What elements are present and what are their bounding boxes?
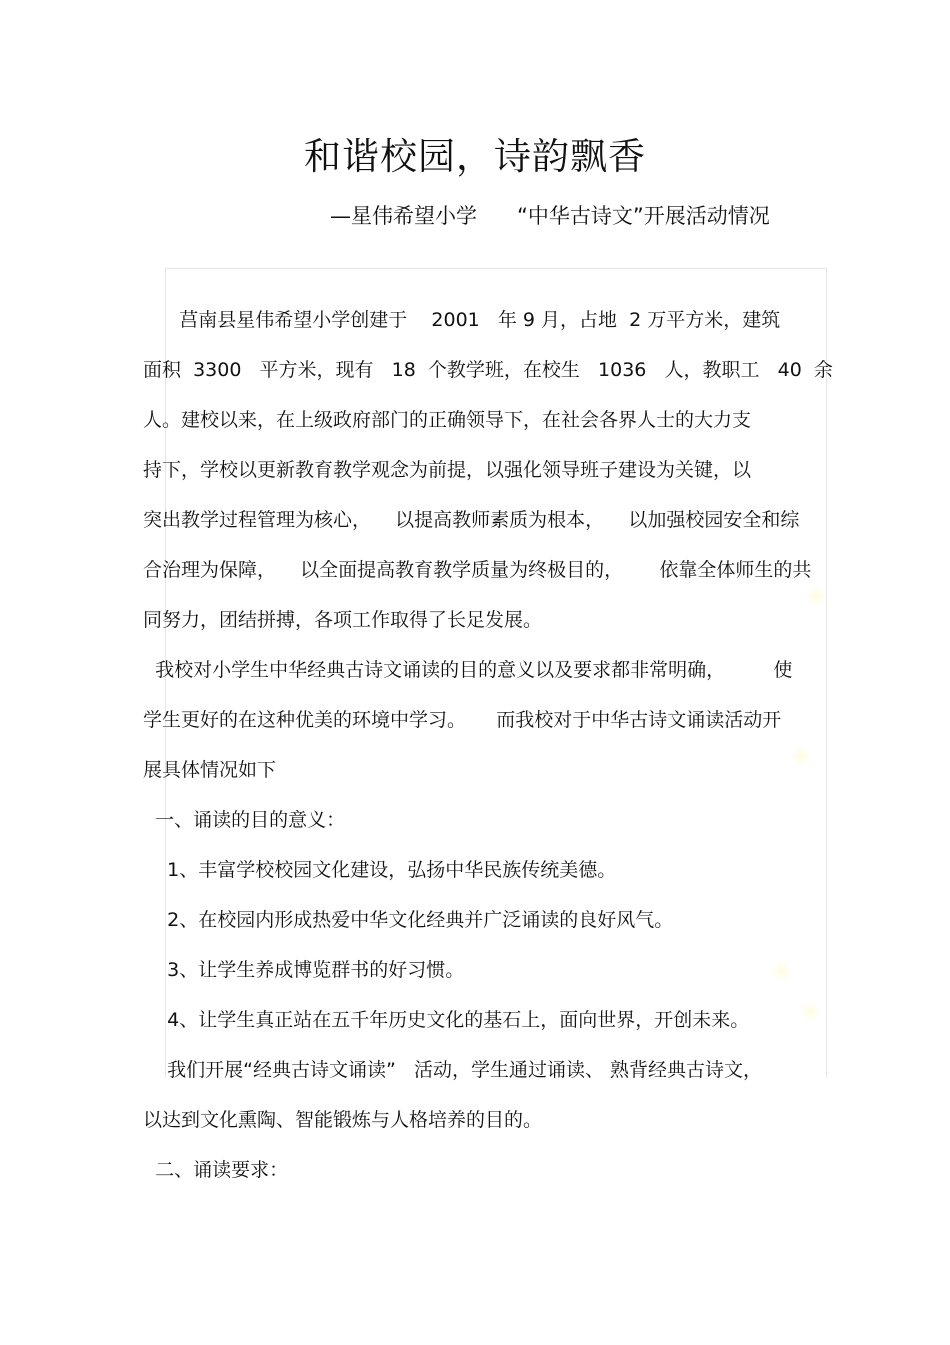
background-sparkle — [770, 960, 792, 982]
paragraph-line: 持下，学校以更新教育教学观念为前提，以强化领导班子建设为关键，以 — [143, 459, 752, 481]
paragraph-line: 面积 3300 平方米，现有 18 个教学班，在校生 1036 人，教职工 40 余 — [143, 359, 833, 381]
paragraph-line: 合治理为保障， 以全面提高教育教学质量为终极目的， 依靠全体师生的共 — [143, 559, 812, 581]
list-item: 4、让学生真正站在五千年历史文化的基石上，面向世界，开创未来。 — [143, 1009, 750, 1031]
document-title: 和谐校园，诗韵飘香 — [304, 135, 646, 178]
section-heading: 一、诵读的目的意义： — [143, 809, 346, 831]
paragraph-line: 以达到文化熏陶、智能锻炼与人格培养的目的。 — [143, 1109, 543, 1131]
paragraph-line: 同努力，团结拼搏，各项工作取得了长足发展。 — [143, 609, 543, 631]
document-subtitle: —星伟希望小学 “中华古诗文”开展活动情况 — [330, 204, 770, 228]
paragraph-line: 突出教学过程管理为核心， 以提高教师素质为根本， 以加强校园安全和综 — [143, 509, 800, 531]
paragraph-line: 莒南县星伟希望小学创建于 2001 年 9 月，占地 2 万平方米，建筑 — [143, 309, 781, 331]
paragraph-line: 我们开展“经典古诗文诵读” 活动，学生通过诵读、 熟背经典古诗文， — [143, 1059, 763, 1081]
section-heading: 二、诵读要求： — [143, 1159, 289, 1181]
paragraph-line: 我校对小学生中华经典古诗文诵读的目的意义以及要求都非常明确， 使 — [143, 659, 793, 681]
paragraph-line: 展具体情况如下 — [143, 759, 277, 781]
paragraph-line: 人。建校以来，在上级政府部门的正确领导下，在社会各界人士的大力支 — [143, 409, 752, 431]
background-sparkle — [790, 745, 812, 767]
list-item: 3、让学生养成博览群书的好习惯。 — [143, 959, 465, 981]
list-item: 2、在校园内形成热爱中华文化经典并广泛诵读的良好风气。 — [143, 909, 674, 931]
background-sparkle — [805, 585, 827, 607]
background-sparkle — [800, 1000, 822, 1022]
list-item: 1、丰富学校校园文化建设，弘扬中华民族传统美德。 — [143, 859, 617, 881]
paragraph-line: 学生更好的在这种优美的环境中学习。 而我校对于中华古诗文诵读活动开 — [143, 709, 782, 731]
